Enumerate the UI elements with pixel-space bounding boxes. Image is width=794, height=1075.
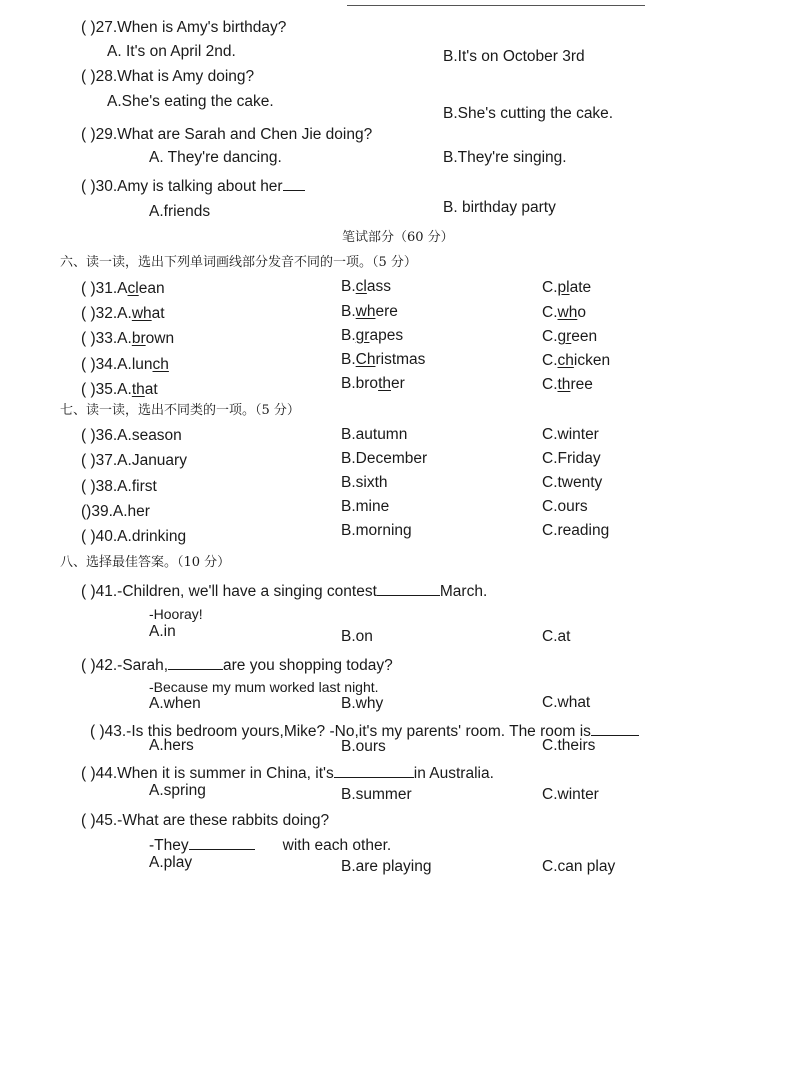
q32-a-underlined: wh bbox=[131, 305, 152, 322]
q33-option-a bbox=[81, 330, 174, 348]
q45-reply-pre: -They bbox=[149, 837, 189, 854]
q32-option-b bbox=[341, 303, 398, 321]
q33-a-underlined: br bbox=[131, 330, 146, 347]
q38-option-b: B.sixth bbox=[341, 474, 388, 491]
q31-number: ( )31.A bbox=[81, 280, 128, 297]
q42-stem bbox=[81, 654, 393, 675]
q39-option-c: C.ours bbox=[542, 498, 588, 515]
q29-option-a: A. They're dancing. bbox=[149, 149, 282, 166]
q45-stem: ( )45.-What are these rabbits doing? bbox=[81, 812, 330, 829]
q27-option-a: A. It's on April 2nd. bbox=[107, 43, 236, 60]
q31-option-a bbox=[81, 280, 165, 298]
q30-stem bbox=[81, 175, 305, 196]
q45-reply bbox=[149, 834, 391, 855]
q27-option-b: B.It's on October 3rd bbox=[443, 48, 585, 65]
q34-option-c bbox=[542, 352, 610, 370]
q43-blank bbox=[591, 720, 639, 736]
q45-option-c: C.can play bbox=[542, 858, 616, 875]
q35-c-underlined: th bbox=[557, 376, 571, 393]
q40-option-a: ( )40.A.drinking bbox=[81, 528, 187, 545]
q44-stem bbox=[81, 762, 494, 783]
q32-b-underlined: wh bbox=[355, 303, 376, 320]
q34-b-underlined: Ch bbox=[355, 351, 376, 368]
q35-c-suffix: ree bbox=[570, 376, 593, 393]
q30-option-b: B. birthday party bbox=[443, 199, 556, 216]
q33-c-suffix: een bbox=[571, 328, 598, 345]
q44-option-c: C.winter bbox=[542, 786, 599, 803]
q44-blank bbox=[334, 762, 414, 778]
q32-number: ( )32.A. bbox=[81, 305, 132, 322]
q31-c-prefix: C. bbox=[542, 279, 558, 296]
q34-b-suffix: ristmas bbox=[375, 351, 426, 368]
q31-c-suffix: ate bbox=[569, 279, 592, 296]
q44-stem-post: in Australia. bbox=[413, 765, 494, 782]
q45-option-a: A.play bbox=[149, 854, 193, 871]
q35-number: ( )35.A. bbox=[81, 381, 132, 398]
q42-stem-pre: ( )42.-Sarah, bbox=[81, 657, 169, 674]
q32-a-suffix: at bbox=[151, 305, 165, 322]
q37-option-b: B.December bbox=[341, 450, 428, 467]
q42-option-a: A.when bbox=[149, 695, 201, 712]
q29-option-b: B.They're singing. bbox=[443, 149, 567, 166]
q32-option-c bbox=[542, 304, 586, 322]
q42-stem-post: are you shopping today? bbox=[223, 657, 393, 674]
q42-option-b: B.why bbox=[341, 695, 384, 712]
q42-option-c: C.what bbox=[542, 694, 591, 711]
q33-a-suffix: own bbox=[145, 330, 175, 347]
q36-option-a: ( )36.A.season bbox=[81, 427, 182, 444]
q43-option-a: A.hers bbox=[149, 737, 194, 754]
q43-option-c: C.theirs bbox=[542, 737, 596, 754]
q31-b-underlined: cl bbox=[355, 278, 367, 295]
q30-blank bbox=[283, 175, 305, 191]
section8-title: 八、选择最佳答案。（10 分） bbox=[60, 555, 231, 570]
q41-reply: -Hooray! bbox=[149, 606, 203, 622]
q28-option-b: B.She's cutting the cake. bbox=[443, 105, 614, 122]
q41-stem-pre: ( )41.-Children, we'll have a singing contest bbox=[81, 583, 377, 600]
q34-a-prefix: lun bbox=[131, 356, 153, 373]
q33-option-c bbox=[542, 328, 597, 346]
q41-option-a: A.in bbox=[149, 623, 176, 640]
q32-b-suffix: ere bbox=[375, 303, 398, 320]
q31-option-c bbox=[542, 279, 591, 297]
q34-c-suffix: icken bbox=[573, 352, 611, 369]
q34-c-underlined: ch bbox=[557, 352, 574, 369]
q36-option-c: C.winter bbox=[542, 426, 599, 443]
q39-option-b: B.mine bbox=[341, 498, 390, 515]
q44-option-a: A.spring bbox=[149, 782, 206, 799]
q32-c-prefix: C. bbox=[542, 304, 558, 321]
q32-b-prefix: B. bbox=[341, 303, 356, 320]
q35-option-a bbox=[81, 381, 158, 399]
q31-b-suffix: ass bbox=[366, 278, 391, 295]
q33-option-b bbox=[341, 327, 403, 345]
q35-a-suffix: at bbox=[144, 381, 158, 398]
q35-b-underlined: th bbox=[378, 375, 391, 392]
q31-c-underlined: pl bbox=[557, 279, 570, 296]
q34-a-underlined: ch bbox=[152, 356, 169, 373]
q39-option-a: ()39.A.her bbox=[81, 503, 150, 520]
q33-b-suffix: apes bbox=[369, 327, 404, 344]
q34-option-a bbox=[81, 356, 169, 374]
q33-c-underlined: gr bbox=[557, 328, 572, 345]
q45-reply-post: with each other. bbox=[282, 837, 392, 854]
q35-option-b bbox=[341, 375, 405, 393]
q38-option-c: C.twenty bbox=[542, 474, 603, 491]
q31-b-prefix: B. bbox=[341, 278, 356, 295]
q27-stem: ( )27.When is Amy's birthday? bbox=[81, 19, 287, 36]
q32-c-underlined: wh bbox=[557, 304, 578, 321]
q43-stem-pre: ( )43.-Is this bedroom yours,Mike? -No,it's my parents' room. The room is bbox=[90, 723, 591, 740]
written-part-header: 笔试部分（60 分） bbox=[342, 230, 454, 245]
q33-b-underlined: gr bbox=[355, 327, 370, 344]
q36-option-b: B.autumn bbox=[341, 426, 408, 443]
q44-option-b: B.summer bbox=[341, 786, 412, 803]
q45-option-b: B.are playing bbox=[341, 858, 432, 875]
q41-option-b: B.on bbox=[341, 628, 373, 645]
section6-title: 六、读一读，选出下列单词画线部分发音不同的一项。（5 分） bbox=[60, 255, 417, 270]
q42-reply: -Because my mum worked last night. bbox=[149, 679, 379, 695]
q28-option-a: A.She's eating the cake. bbox=[107, 93, 274, 110]
q35-option-c bbox=[542, 376, 593, 394]
q40-option-c: C.reading bbox=[542, 522, 610, 539]
q37-option-c: C.Friday bbox=[542, 450, 601, 467]
q41-stem-post: March. bbox=[439, 583, 488, 600]
q38-option-a: ( )38.A.first bbox=[81, 478, 157, 495]
q34-b-prefix: B. bbox=[341, 351, 356, 368]
q35-b-prefix: B.bro bbox=[341, 375, 379, 392]
q29-stem: ( )29.What are Sarah and Chen Jie doing? bbox=[81, 126, 373, 143]
q30-stem-text: ( )30.Amy is talking about her bbox=[81, 178, 283, 195]
q41-stem bbox=[81, 580, 487, 601]
q40-option-b: B.morning bbox=[341, 522, 412, 539]
q32-option-a bbox=[81, 305, 165, 323]
q31-option-b bbox=[341, 278, 391, 296]
q43-option-b: B.ours bbox=[341, 738, 386, 755]
q28-stem: ( )28.What is Amy doing? bbox=[81, 68, 255, 85]
q42-blank bbox=[168, 654, 223, 670]
q35-a-underlined: th bbox=[131, 381, 145, 398]
q35-b-suffix: er bbox=[391, 375, 405, 392]
q34-number: ( )34.A. bbox=[81, 356, 132, 373]
q33-c-prefix: C. bbox=[542, 328, 558, 345]
q31-a-suffix: ean bbox=[138, 280, 165, 297]
q32-c-suffix: o bbox=[577, 304, 586, 321]
q34-option-b bbox=[341, 351, 425, 369]
q37-option-a: ( )37.A.January bbox=[81, 452, 187, 469]
q41-option-c: C.at bbox=[542, 628, 571, 645]
q30-option-a: A.friends bbox=[149, 203, 211, 220]
q33-b-prefix: B. bbox=[341, 327, 356, 344]
section7-title: 七、读一读，选出不同类的一项。（5 分） bbox=[60, 403, 300, 418]
q45-blank bbox=[189, 834, 255, 850]
q34-c-prefix: C. bbox=[542, 352, 558, 369]
q44-stem-pre: ( )44.When it is summer in China, it's bbox=[81, 765, 334, 782]
q33-number: ( )33.A. bbox=[81, 330, 132, 347]
q31-a-underlined: cl bbox=[127, 280, 139, 297]
top-rule bbox=[347, 5, 645, 6]
q41-blank bbox=[377, 580, 440, 596]
q35-c-prefix: C. bbox=[542, 376, 558, 393]
